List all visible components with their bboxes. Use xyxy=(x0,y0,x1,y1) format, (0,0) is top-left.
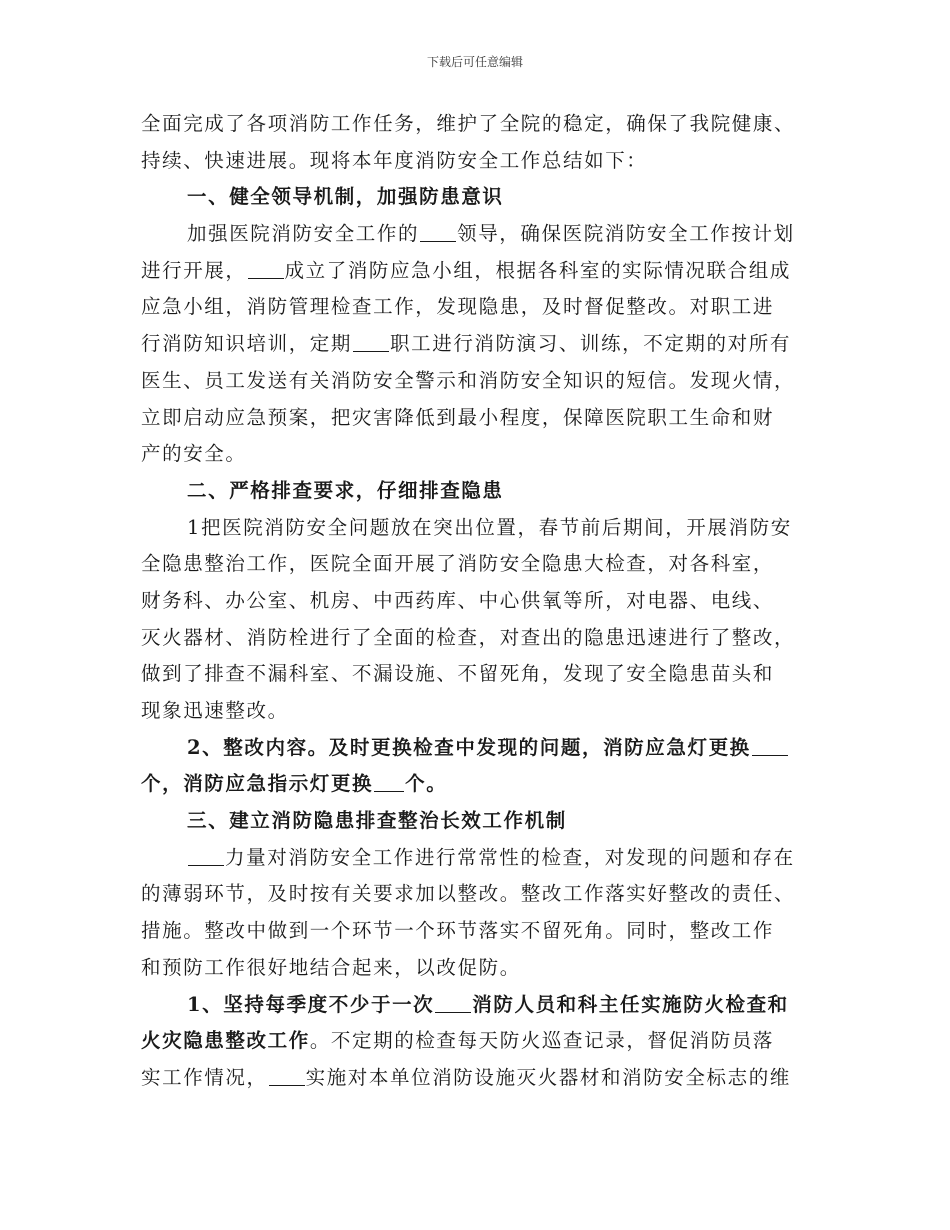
paragraph-line: 加强医院消防安全工作的 领导，确保医院消防安全工作按计划 xyxy=(187,222,795,246)
paragraph-line: 立即启动应急预案，把灾害降低到最小程度，保障医院职工生命和财 xyxy=(141,405,775,429)
paragraph-line: 全面完成了各项消防工作任务，维护了全院的稳定，确保了我院健康、 xyxy=(141,112,796,135)
fill-blank xyxy=(188,845,224,866)
section-heading-2: 二、严格排查要求，仔细排查隐患 xyxy=(187,478,504,502)
paragraph-line: 1把医院消防安全问题放在突出位置，春节前后期间，开展消防安 xyxy=(187,515,792,539)
paragraph-line: 个，消防应急指示灯更换 个。 xyxy=(141,772,448,796)
paragraph-line: 产的安全。 xyxy=(141,442,247,466)
paragraph-line: 进行开展， 成立了消防应急小组，根据各科室的实际情况联合组成 xyxy=(141,258,791,282)
paragraph-line: 2、整改内容。及时更换检查中发现的问题，消防应急灯更换 xyxy=(141,730,831,767)
fill-blank xyxy=(248,258,284,279)
paragraph-line: 财务科、办公室、机房、中西药库、中心供氧等所，对电器、电线、 xyxy=(141,588,775,612)
paragraph-line: 灭火器材、消防栓进行了全面的检查，对查出的隐患迅速进行了整改， xyxy=(141,625,796,649)
paragraph-line: 应急小组，消防管理检查工作，发现隐患，及时督促整改。对职工进 xyxy=(141,295,775,319)
document-body xyxy=(141,106,831,1097)
paragraph-line: 全隐患整治工作，医院全面开展了消防安全隐患大检查，对各科室， xyxy=(141,552,775,576)
fill-blank xyxy=(353,331,389,352)
paragraph-line: 1、坚持每季度不少于一次 消防人员和科主任实施防火检查和 xyxy=(187,992,789,1016)
section-heading-1: 一、健全领导机制，加强防患意识 xyxy=(187,185,504,209)
section-heading-3: 三、建立消防隐患排查整治长效工作机制 xyxy=(187,809,567,833)
paragraph-line: 实工作情况， 实施对本单位消防设施灭火器材和消防安全标志的维 xyxy=(141,1065,791,1089)
paragraph-line: 持续、快速进展。现将本年度消防安全工作总结如下： xyxy=(141,148,648,172)
fill-blank xyxy=(752,735,788,756)
page-header: 下载后可任意编辑 xyxy=(426,55,523,69)
paragraph-line: 行消防知识培训，定期 职工进行消防演习、训练，不定期的对所有 xyxy=(141,332,791,356)
fill-blank xyxy=(374,771,404,792)
paragraph-line: 现象迅速整改。 xyxy=(141,699,289,722)
fill-blank xyxy=(420,221,456,242)
paragraph-line: 力量对消防安全工作进行常常性的检查，对发现的问题和存在 xyxy=(141,840,831,877)
paragraph-line: 做到了排查不漏科室、不漏设施、不留死角，发现了安全隐患苗头和 xyxy=(141,662,775,686)
paragraph-line: 的薄弱环节，及时按有关要求加以整改。整改工作落实好整改的责任、 xyxy=(141,882,796,906)
paragraph-line: 火灾隐患整改工作。不定期的检查每天防火巡查记录，督促消防员落 xyxy=(141,1029,775,1053)
fill-blank xyxy=(435,992,471,1013)
paragraph-line: 措施。整改中做到一个环节一个环节落实不留死角。同时，整改工作 xyxy=(141,919,775,943)
paragraph-line: 和预防工作很好地结合起来，以改促防。 xyxy=(141,955,521,979)
fill-blank xyxy=(269,1065,305,1086)
paragraph-line: 医生、员工发送有关消防安全警示和消防安全知识的短信。发现火情， xyxy=(141,368,796,392)
